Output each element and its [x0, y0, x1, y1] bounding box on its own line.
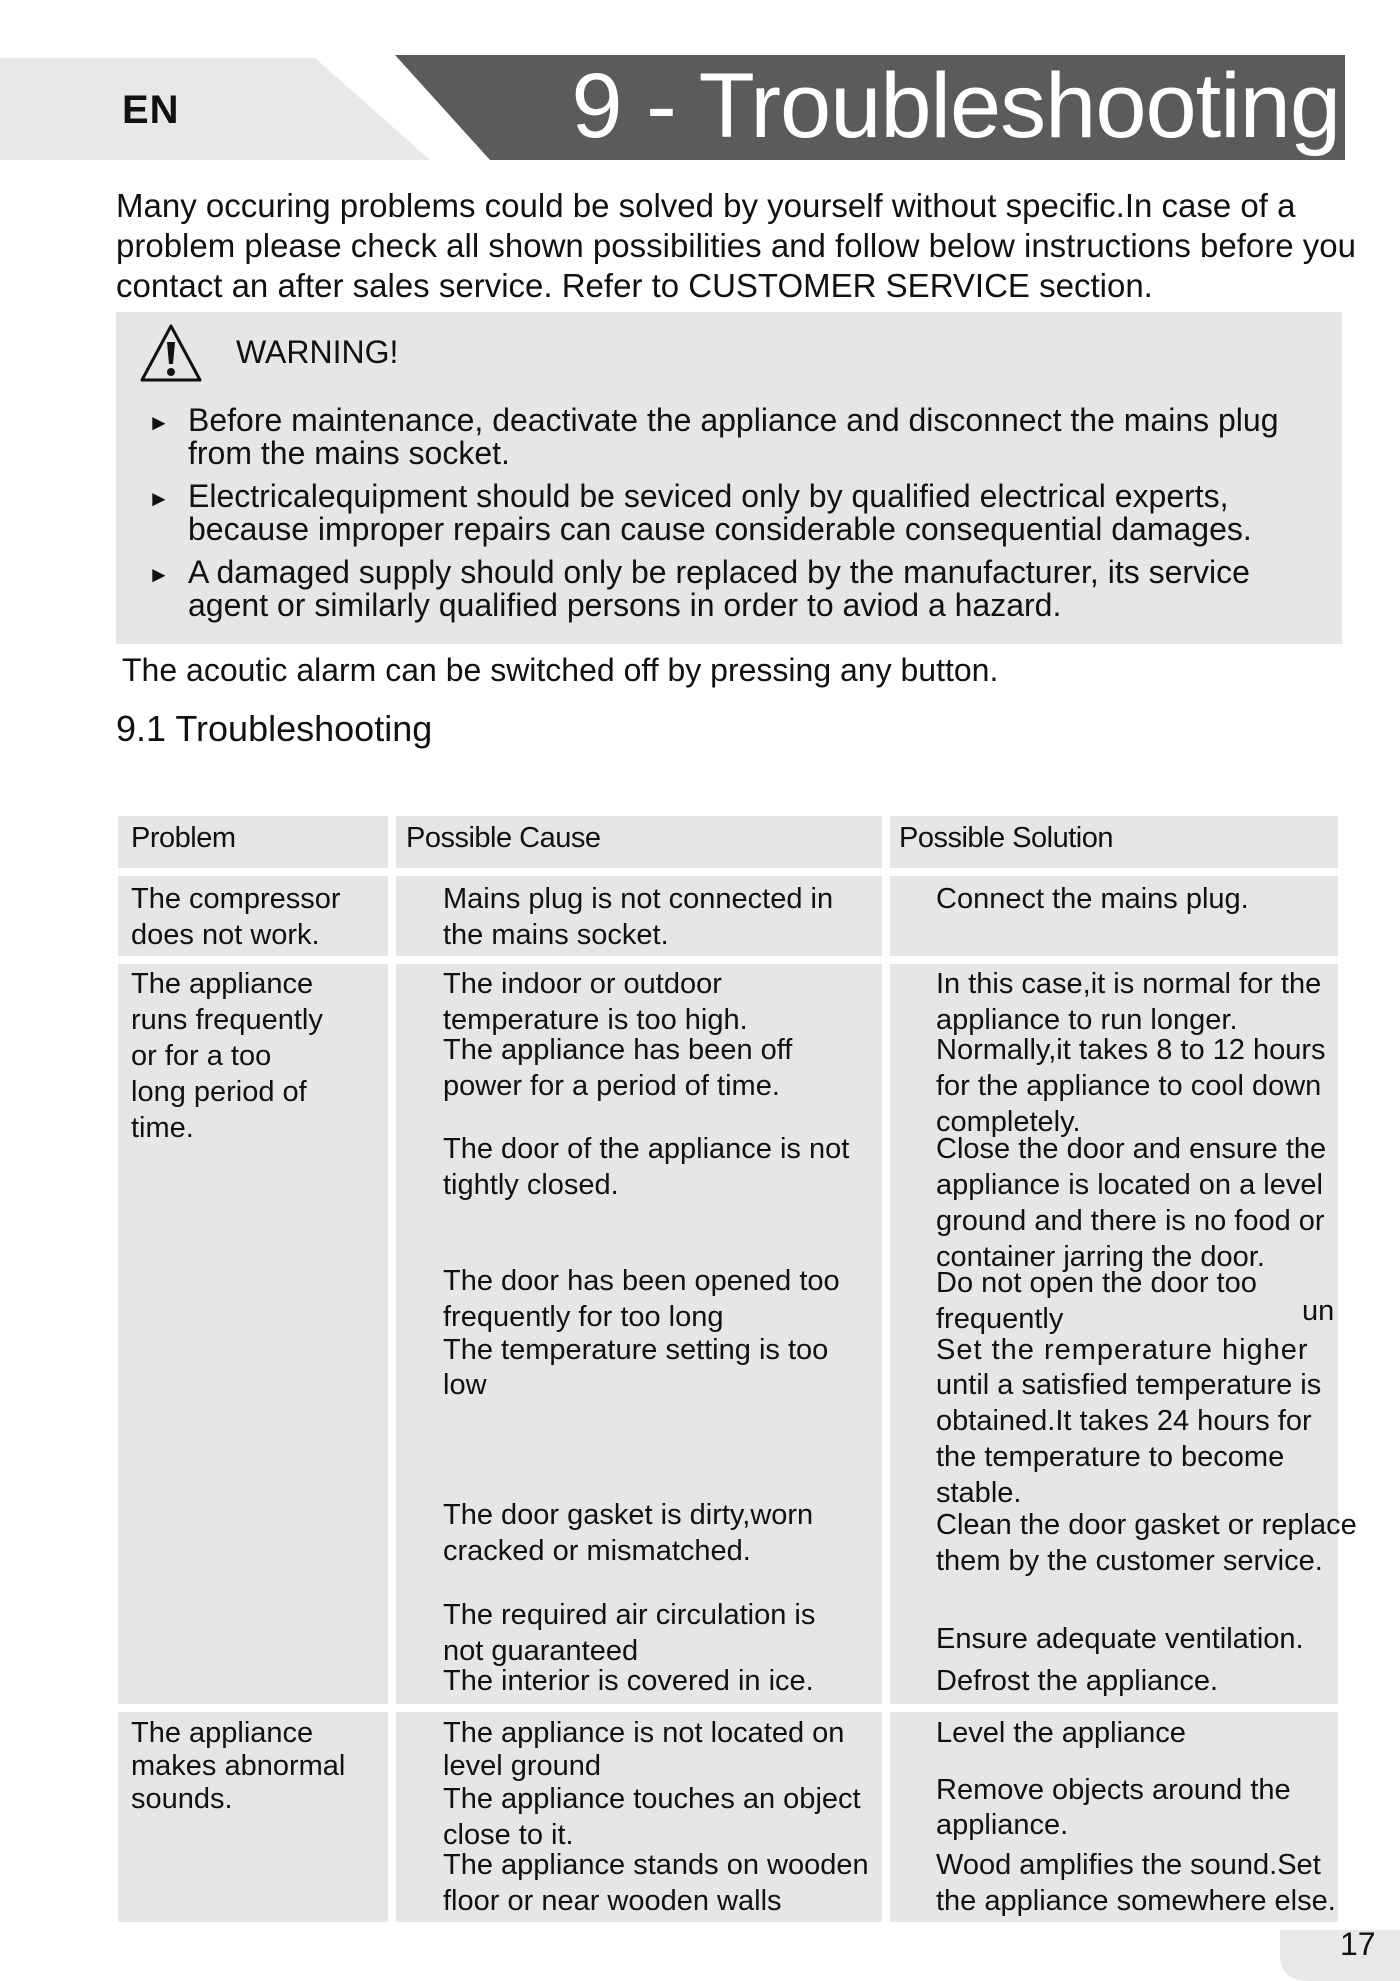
solution-line: Connect the mains plug. [936, 883, 1249, 915]
solution-line: obtained.It takes 24 hours for [936, 1405, 1312, 1437]
problem-line: time. [131, 1112, 194, 1144]
alarm-note: The acoutic alarm can be switched off by pressing any button. [122, 652, 999, 688]
problem-line: The appliance [131, 1717, 314, 1749]
cause-line: The appliance touches an object [443, 1783, 861, 1815]
problem-line: does not work. [131, 919, 320, 951]
problem-line: The appliance [131, 968, 314, 1000]
solution-line: Level the appliance [936, 1717, 1186, 1749]
solution-line: appliance. [936, 1809, 1069, 1841]
problem-line: long period of [131, 1076, 307, 1108]
solution-line: Do not open the door too [936, 1267, 1257, 1299]
cause-line: The indoor or outdoor [443, 968, 722, 1000]
problem-line: sounds. [131, 1783, 233, 1815]
solution-line: container jarring the door. [936, 1241, 1265, 1273]
cause-line: The interior is covered in ice. [443, 1665, 814, 1697]
solution-line: completely. [936, 1106, 1081, 1138]
cause-line: The appliance is not located on [443, 1717, 845, 1749]
solution-line: appliance is located on a level [936, 1169, 1323, 1201]
cause-line: low [443, 1369, 487, 1401]
page-number-tab [1270, 1930, 1400, 1981]
cause-line: temperature is too high. [443, 1004, 748, 1036]
solution-line: frequently [936, 1303, 1064, 1335]
cause-line: The door of the appliance is not [443, 1133, 850, 1165]
cause-line: level ground [443, 1750, 601, 1782]
solution-line: until a satisfied temperature is [936, 1369, 1322, 1401]
bullet-arrow-icon: ► [148, 486, 170, 511]
header-label-solution: Possible Solution [899, 822, 1113, 854]
cause-line: tightly closed. [443, 1169, 619, 1201]
solution-line: Ensure adequate ventilation. [936, 1623, 1304, 1655]
solution-line: Defrost the appliance. [936, 1665, 1219, 1697]
cause-line: power for a period of time. [443, 1070, 780, 1102]
solution-line: Normally,it takes 8 to 12 hours [936, 1034, 1326, 1066]
solution-line: un [1302, 1295, 1335, 1327]
solution-line: stable. [936, 1477, 1022, 1509]
solution-line: In this case,it is normal for the [936, 968, 1322, 1000]
cause-line: The appliance has been off [443, 1034, 793, 1066]
solution-line: Clean the door gasket or replace [936, 1509, 1357, 1541]
cause-line: frequently for too long [443, 1301, 724, 1333]
cause-line: close to it. [443, 1819, 574, 1851]
cause-line: The appliance stands on wooden [443, 1849, 869, 1881]
cause-line: Mains plug is not connected in [443, 883, 834, 915]
cause-line: The required air circulation is [443, 1599, 816, 1631]
language-label: EN [122, 88, 180, 132]
warning-item: ► Before maintenance, deactivate the appliance and disconnect the mains plug from the mains socket. [148, 402, 1279, 471]
header-label-cause: Possible Cause [406, 822, 601, 854]
cause-line: not guaranteed [443, 1635, 639, 1667]
page-number: 17 [1340, 1926, 1376, 1962]
solution-line: the temperature to become [936, 1441, 1285, 1473]
warning-item: ► Electricalequipment should be seviced only by qualified electrical experts, because improper repairs can cause considerable consequential damages. [148, 478, 1252, 547]
solution-line: Set the remperature higher [936, 1334, 1309, 1366]
header-label-problem: Problem [131, 822, 236, 854]
cause-line: The door gasket is dirty,worn [443, 1499, 814, 1531]
problem-line: runs frequently [131, 1004, 323, 1036]
cause-line: the mains socket. [443, 919, 669, 951]
warning-triangle-icon [138, 322, 204, 384]
solution-line: Remove objects around the [936, 1774, 1291, 1806]
solution-line: appliance to run longer. [936, 1004, 1238, 1036]
solution-line: the appliance somewhere else. [936, 1885, 1336, 1917]
solution-line: for the appliance to cool down [936, 1070, 1322, 1102]
cause-line: cracked or mismatched. [443, 1535, 751, 1567]
bullet-arrow-icon: ► [148, 410, 170, 435]
solution-line: ground and there is no food or [936, 1205, 1325, 1237]
warning-item: ► A damaged supply should only be replaced by the manufacturer, its service agent or similarly qualified persons in order to aviod a hazard. [148, 554, 1250, 623]
cause-line: The temperature setting is too [443, 1334, 829, 1366]
problem-line: makes abnormal [131, 1750, 346, 1782]
section-heading: 9.1 Troubleshooting [116, 708, 433, 749]
bullet-arrow-icon: ► [148, 562, 170, 587]
problem-line: or for a too [131, 1040, 272, 1072]
warning-title: WARNING! [236, 334, 399, 370]
problem-line: The compressor [131, 883, 341, 915]
page-title: 9 - Troubleshooting [571, 55, 1340, 157]
warning-list [132, 404, 1332, 632]
solution-line: them by the customer service. [936, 1545, 1323, 1577]
solution-line: Wood amplifies the sound.Set [936, 1849, 1321, 1881]
language-tab-shape [0, 58, 430, 160]
warning-box [116, 312, 1342, 644]
cause-line: floor or near wooden walls [443, 1885, 782, 1917]
cause-line: The door has been opened too [443, 1265, 840, 1297]
solution-line: Close the door and ensure the [936, 1133, 1327, 1165]
intro-paragraph: Many occuring problems could be solved by yourself without specific.In case of a problem please check all shown possibilities and follow below instructions before you contact an after sales service. Refer to CUSTOMER SERVICE section. [116, 187, 1356, 304]
